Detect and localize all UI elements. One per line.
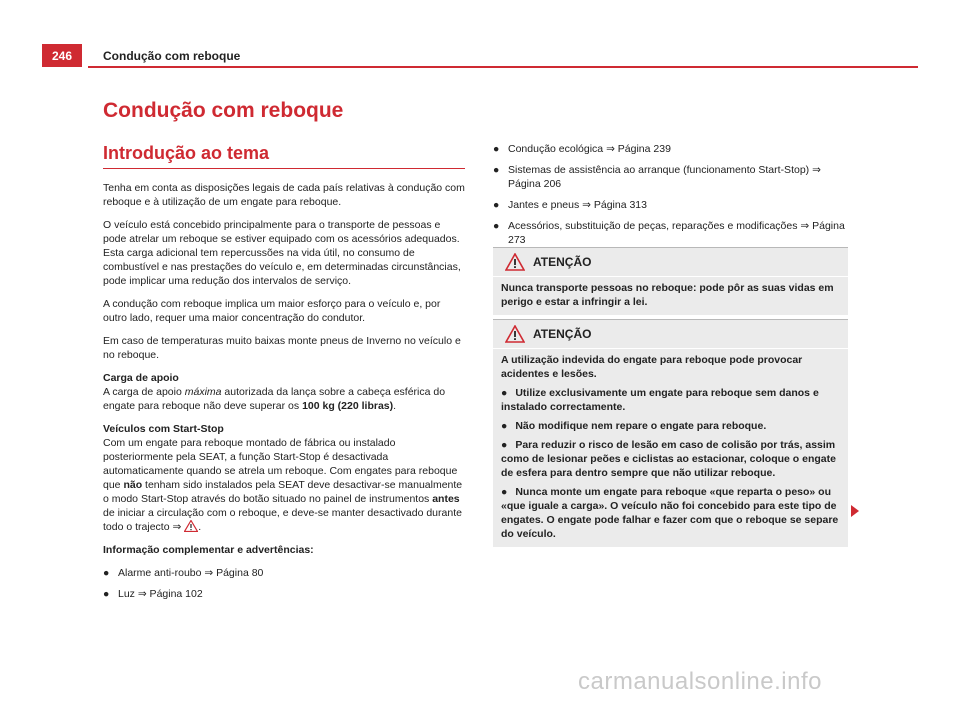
continue-arrow-icon[interactable] xyxy=(851,505,859,517)
paragraph: A condução com reboque implica um maior esforço para o veículo e, por outro lado, requer uma maior concentração do condutor. xyxy=(103,298,441,324)
list-item[interactable] xyxy=(103,587,465,601)
warning-title: ATENÇÃO xyxy=(533,255,592,269)
bullet-icon: ● xyxy=(493,199,500,211)
warning-header xyxy=(493,248,848,277)
paragraph-carga xyxy=(103,385,465,413)
bullet-icon: ● xyxy=(501,486,508,498)
warning-item-text: Para reduzir o risco de lesão em caso de colisão por trás, assim como de lesionar peões e ciclistas ao estacionar, coloque o engate de esfera para dentro sempre que não utilizar reboque. xyxy=(501,439,836,479)
list-item-text: Jantes e pneus ⇒ Página 313 xyxy=(508,199,647,211)
list-item[interactable] xyxy=(493,198,848,212)
bullet-icon: ● xyxy=(501,387,508,399)
list-item[interactable] xyxy=(493,163,848,191)
subheading-start-stop: Veículos com Start-Stop xyxy=(103,423,224,435)
left-column xyxy=(103,181,465,608)
emphasis-bold: não xyxy=(123,479,143,491)
warning-box-1 xyxy=(493,247,848,315)
warning-box-2 xyxy=(493,319,848,547)
warning-triangle-icon xyxy=(505,325,525,343)
page-number: 246 xyxy=(42,44,82,67)
reference-arrow: ⇒ xyxy=(172,521,182,533)
running-header: Condução com reboque xyxy=(103,49,241,63)
text-run: A carga de apoio xyxy=(103,386,185,398)
warning-item-text: Nunca monte um engate para reboque «que reparta o peso» ou «que iguale a carga». O veículo não foi concebido para este tipo de engates. O engate pode falhar e fazer com que o reboque se separe do veículo. xyxy=(501,486,839,540)
subheading-carga: Carga de apoio xyxy=(103,372,179,384)
list-item-text: Alarme anti-roubo ⇒ Página 80 xyxy=(118,567,264,579)
bullet-icon: ● xyxy=(493,164,500,176)
bullet-icon: ● xyxy=(103,588,110,600)
text-run: . xyxy=(393,400,397,412)
paragraph: Em caso de temperaturas muito baixas monte pneus de Inverno no veículo e no reboque. xyxy=(103,335,461,361)
text-run: tenham sido instalados pela SEAT deve desactivar-se manualmente o modo Start-Stop através do botão situado no painel de instrumentos xyxy=(103,479,463,505)
warning-item xyxy=(501,485,840,541)
warning-item xyxy=(501,438,840,480)
warning-intro: A utilização indevida do engate para reboque pode provocar acidentes e lesões. xyxy=(501,354,803,380)
paragraph-start-stop xyxy=(103,436,465,534)
paragraph: Tenha em conta as disposições legais de cada país relativas à condução com reboque e à utilização de um engate para reboque. xyxy=(103,182,465,208)
text-run: . xyxy=(198,521,202,533)
watermark: carmanualsonline.info xyxy=(578,668,822,695)
list-item-text: Luz ⇒ Página 102 xyxy=(118,588,203,600)
text-run: de iniciar a circulação com o reboque, e deve-se manter desactivado durante todo o trajecto xyxy=(103,507,462,533)
warning-title: ATENÇÃO xyxy=(533,327,592,341)
paragraph: O veículo está concebido principalmente para o transporte de pessoas e pode atrelar um reboque se estiver equipado com os acessórios adequados. Esta carga adicional tem repercussões na vida útil, no consumo de combustível e nas prestações do veículo e, em determinadas circunstâncias, pode implicar uma redução dos intervalos de serviço. xyxy=(103,219,461,287)
bullet-icon: ● xyxy=(493,143,500,155)
warning-triangle-icon xyxy=(505,253,525,271)
header-rule xyxy=(88,66,918,68)
page-title: Condução com reboque xyxy=(103,99,344,122)
warning-header xyxy=(493,320,848,349)
emphasis-bold: 100 kg (220 libras) xyxy=(302,400,394,412)
bullet-icon: ● xyxy=(493,220,500,232)
warning-item xyxy=(501,419,840,433)
warning-text: Nunca transporte pessoas no reboque: pode pôr as suas vidas em perigo e estar a infringir a lei. xyxy=(501,282,834,308)
warning-item-text: Utilize exclusivamente um engate para reboque sem danos e instalado correctamente. xyxy=(501,387,819,413)
bullet-icon: ● xyxy=(501,439,508,451)
list-item-text: Condução ecológica ⇒ Página 239 xyxy=(508,143,671,155)
list-item-text: Acessórios, substituição de peças, reparações e modificações ⇒ Página 273 xyxy=(508,220,845,246)
warning-item xyxy=(501,386,840,414)
right-column-list xyxy=(493,142,848,254)
emphasis: máxima xyxy=(184,386,222,398)
text-run: Com um engate para reboque montado de fábrica ou instalado posteriormente pela SEAT, a função Start-Stop é desactivada automaticamente quando se atrela um reboque. Com engates para reboque que xyxy=(103,437,458,491)
warning-body xyxy=(493,277,848,315)
list-item-text: Sistemas de assistência ao arranque (funcionamento Start-Stop) ⇒ Página 206 xyxy=(508,164,821,190)
list-item[interactable] xyxy=(103,566,465,580)
bullet-icon: ● xyxy=(501,420,508,432)
text-run: autorizada da lança sobre a cabeça esférica do engate para reboque não deve superar os xyxy=(103,386,446,412)
bullet-icon: ● xyxy=(103,567,110,579)
list-item[interactable] xyxy=(493,219,848,247)
subheading-info: Informação complementar e advertências: xyxy=(103,544,314,556)
warning-ref-icon[interactable] xyxy=(184,520,198,532)
emphasis-bold: antes xyxy=(432,493,460,505)
warning-body xyxy=(493,349,848,547)
list-item[interactable] xyxy=(493,142,848,156)
warning-item-text: Não modifique nem repare o engate para reboque. xyxy=(515,420,767,432)
section-title: Introdução ao tema xyxy=(103,143,465,169)
